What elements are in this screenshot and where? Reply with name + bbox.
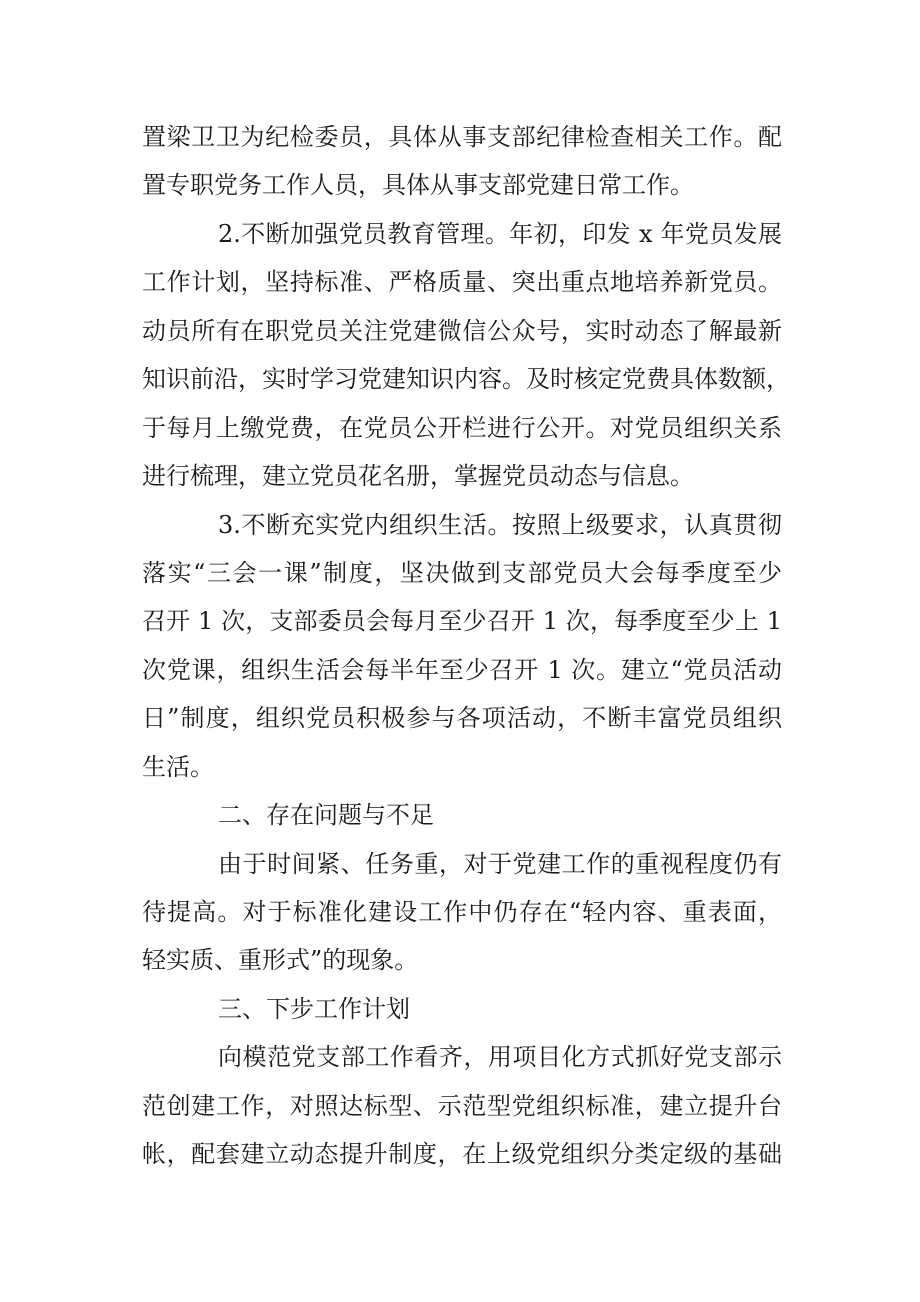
text-line: 动员所有在职党员关注党建微信公众号，实时动态了解最新 (142, 316, 782, 345)
text-line: 进行梳理，建立党员花名册，掌握党员动态与信息。 (142, 462, 694, 491)
text-line: 日”制度，组织党员积极参与各项活动，不断丰富党员组织 (142, 704, 782, 733)
text-line: 范创建工作，对照达标型、示范型党组织标准，建立提升台 (142, 1091, 782, 1120)
text-line: 召开 1 次，支部委员会每月至少召开 1 次，每季度至少上 1 (142, 607, 782, 636)
text-line: 待提高。对于标准化建设工作中仍存在“轻内容、重表面， (142, 898, 782, 926)
text-line: 2.不断加强党员教育管理。年初，印发 x 年党员发展 (218, 219, 782, 248)
text-line: 轻实质、重形式”的现象。 (142, 946, 419, 975)
text-line: 置专职党务工作人员，具体从事支部党建日常工作。 (142, 171, 694, 200)
document-body (142, 113, 790, 1179)
text-line: 于每月上缴党费，在党员公开栏进行公开。对党员组织关系 (142, 413, 782, 442)
text-line: 3.不断充实党内组织生活。按照上级要求，认真贯彻 (218, 510, 782, 539)
text-line: 落实“三会一课”制度，坚决做到支部党员大会每季度至少 (142, 558, 782, 587)
text-line: 生活。 (142, 752, 214, 781)
text-line: 次党课，组织生活会每半年至少召开 1 次。建立“党员活动 (142, 655, 782, 684)
text-line: 工作计划，坚持标准、严格质量、突出重点地培养新党员。 (142, 268, 782, 297)
text-line: 由于时间紧、任务重，对于党建工作的重视程度仍有 (218, 849, 782, 878)
text-line: 帐，配套建立动态提升制度，在上级党组织分类定级的基础 (142, 1140, 782, 1169)
text-line: 知识前沿，实时学习党建知识内容。及时核定党费具体数额， (142, 365, 790, 394)
text-line: 三、下步工作计划 (218, 994, 410, 1023)
text-line: 二、存在问题与不足 (218, 801, 434, 830)
text-line: 向模范党支部工作看齐，用项目化方式抓好党支部示 (218, 1043, 782, 1072)
text-line: 置梁卫卫为纪检委员，具体从事支部纪律检查相关工作。配 (142, 123, 782, 151)
